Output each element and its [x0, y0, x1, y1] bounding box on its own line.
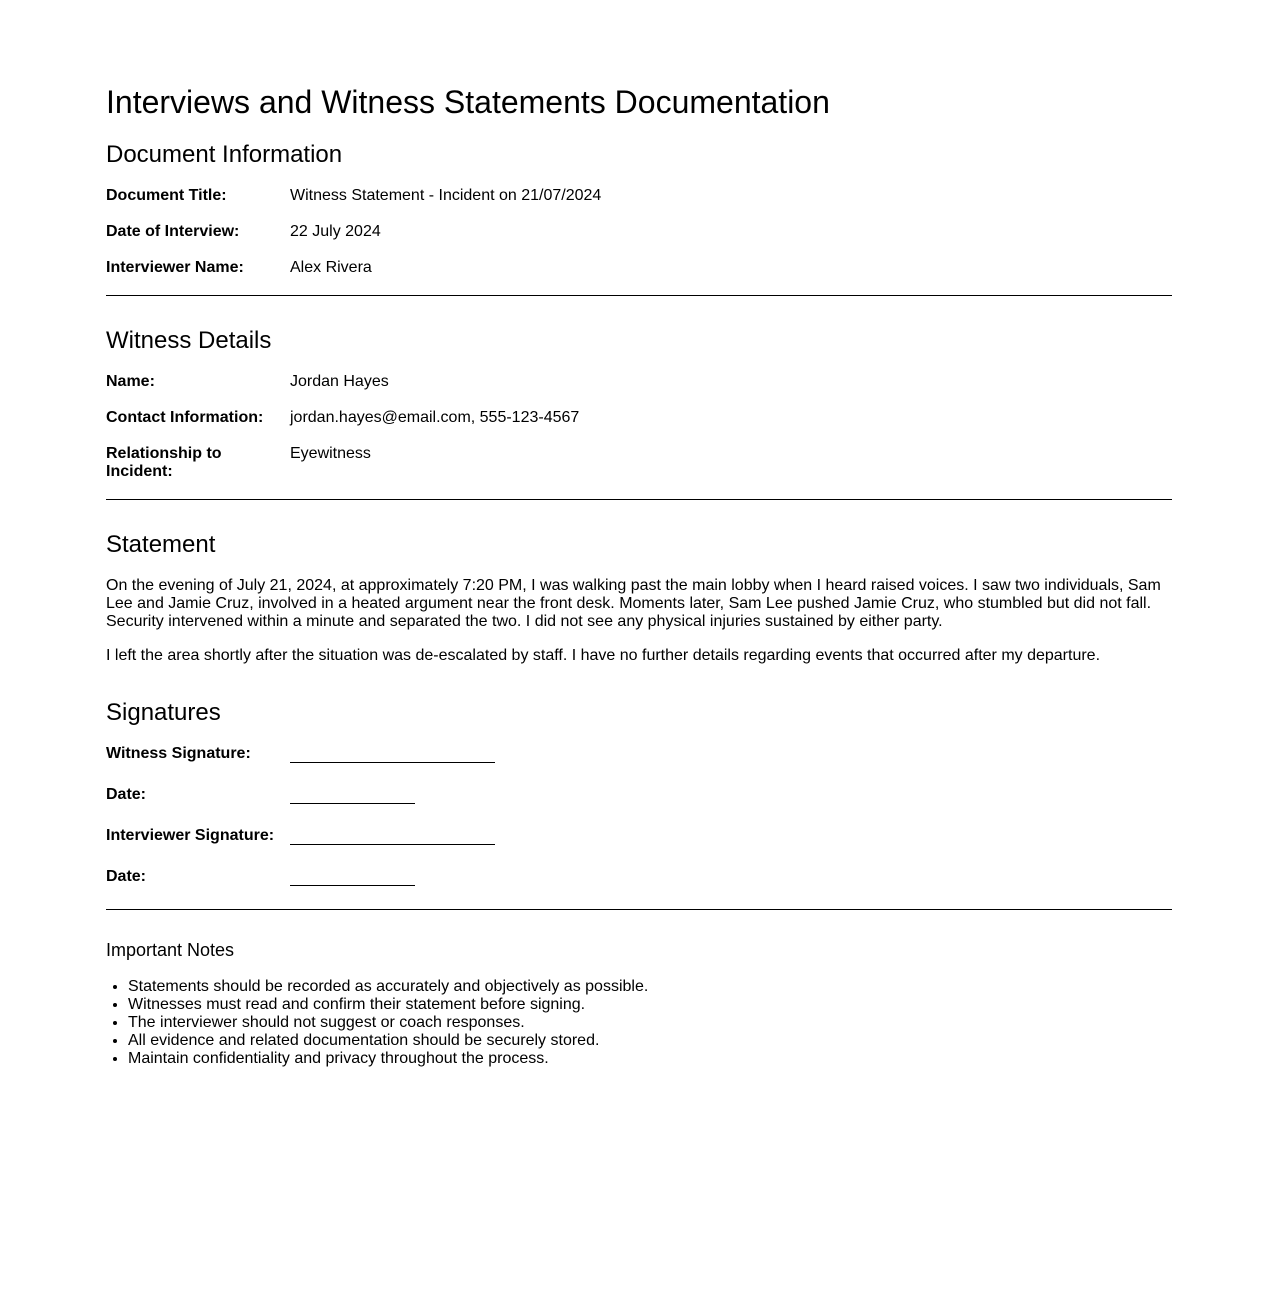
statement-section	[106, 531, 1172, 665]
section-divider	[106, 499, 1172, 500]
interviewer-signature-line[interactable]	[290, 827, 495, 845]
signatures-section	[106, 699, 1172, 891]
document-information-section	[106, 141, 1172, 277]
witness-details-heading: Witness Details	[106, 327, 272, 354]
field-row-interviewer-name	[106, 259, 1172, 277]
statement-heading: Statement	[106, 531, 216, 558]
field-row-document-title	[106, 187, 1172, 205]
interviewer-date-line[interactable]	[290, 868, 415, 886]
important-notes-section	[106, 939, 1172, 1068]
section-divider	[106, 295, 1172, 296]
date-of-interview-label: Date of Interview:	[106, 223, 240, 240]
important-notes-heading: Important Notes	[106, 940, 235, 960]
field-row-interviewer-date	[106, 868, 1172, 891]
statement-paragraph: I left the area shortly after the situation was de-escalated by staff. I have no further details regarding events that occurred after my departure.	[106, 647, 1101, 664]
witness-date-line[interactable]	[290, 786, 415, 804]
field-row-witness-signature	[106, 745, 1172, 768]
page-title: Interviews and Witness Statements Documentation	[106, 84, 830, 120]
field-row-relationship	[106, 445, 1172, 481]
relationship-value: Eyewitness	[290, 445, 371, 462]
witness-signature-line[interactable]	[290, 745, 495, 763]
witness-name-value: Jordan Hayes	[290, 373, 389, 390]
witness-name-label: Name:	[106, 373, 155, 390]
list-item: • Witnesses must read and confirm their statement before signing.	[128, 996, 1172, 1014]
statement-paragraph: On the evening of July 21, 2024, at approximately 7:20 PM, I was walking past the main lobby when I heard raised voices. I saw two individuals, Sam Lee and Jamie Cruz, involved in a heated argument near the front desk. Moments later, Sam Lee pushed Jamie Cruz, who stumbled but did not fall. Security intervened within a minute and separated the two. I did not see any physical injuries sustained by either party.	[106, 577, 1161, 630]
witness-details-section	[106, 327, 1172, 481]
field-row-interviewer-signature	[106, 827, 1172, 850]
contact-information-label: Contact Information:	[106, 409, 264, 426]
list-item: • All evidence and related documentation should be securely stored.	[128, 1032, 1172, 1050]
interviewer-date-label: Date:	[106, 868, 147, 885]
relationship-label: Relationship to Incident:	[106, 445, 222, 480]
document-page	[106, 0, 1172, 1068]
interviewer-name-value: Alex Rivera	[290, 259, 372, 276]
contact-information-value: jordan.hayes@email.com, 555-123-4567	[290, 409, 580, 426]
document-title-value: Witness Statement - Incident on 21/07/2024	[290, 187, 602, 204]
field-row-date-of-interview	[106, 223, 1172, 241]
field-row-contact-information	[106, 409, 1172, 427]
document-information-heading: Document Information	[106, 141, 343, 168]
witness-date-label: Date:	[106, 786, 147, 803]
signatures-heading: Signatures	[106, 699, 221, 726]
field-row-witness-name	[106, 373, 1172, 391]
date-of-interview-value: 22 July 2024	[290, 223, 381, 240]
list-item: • Statements should be recorded as accurately and objectively as possible.	[128, 978, 1172, 996]
interviewer-name-label: Interviewer Name:	[106, 259, 244, 276]
field-row-witness-date	[106, 786, 1172, 809]
witness-signature-label: Witness Signature:	[106, 745, 251, 762]
list-item: • Maintain confidentiality and privacy throughout the process.	[128, 1050, 1172, 1068]
interviewer-signature-label: Interviewer Signature:	[106, 827, 275, 844]
list-item: • The interviewer should not suggest or coach responses.	[128, 1014, 1172, 1032]
notes-list	[106, 978, 1172, 1068]
section-divider	[106, 909, 1172, 910]
document-title-label: Document Title:	[106, 187, 227, 204]
